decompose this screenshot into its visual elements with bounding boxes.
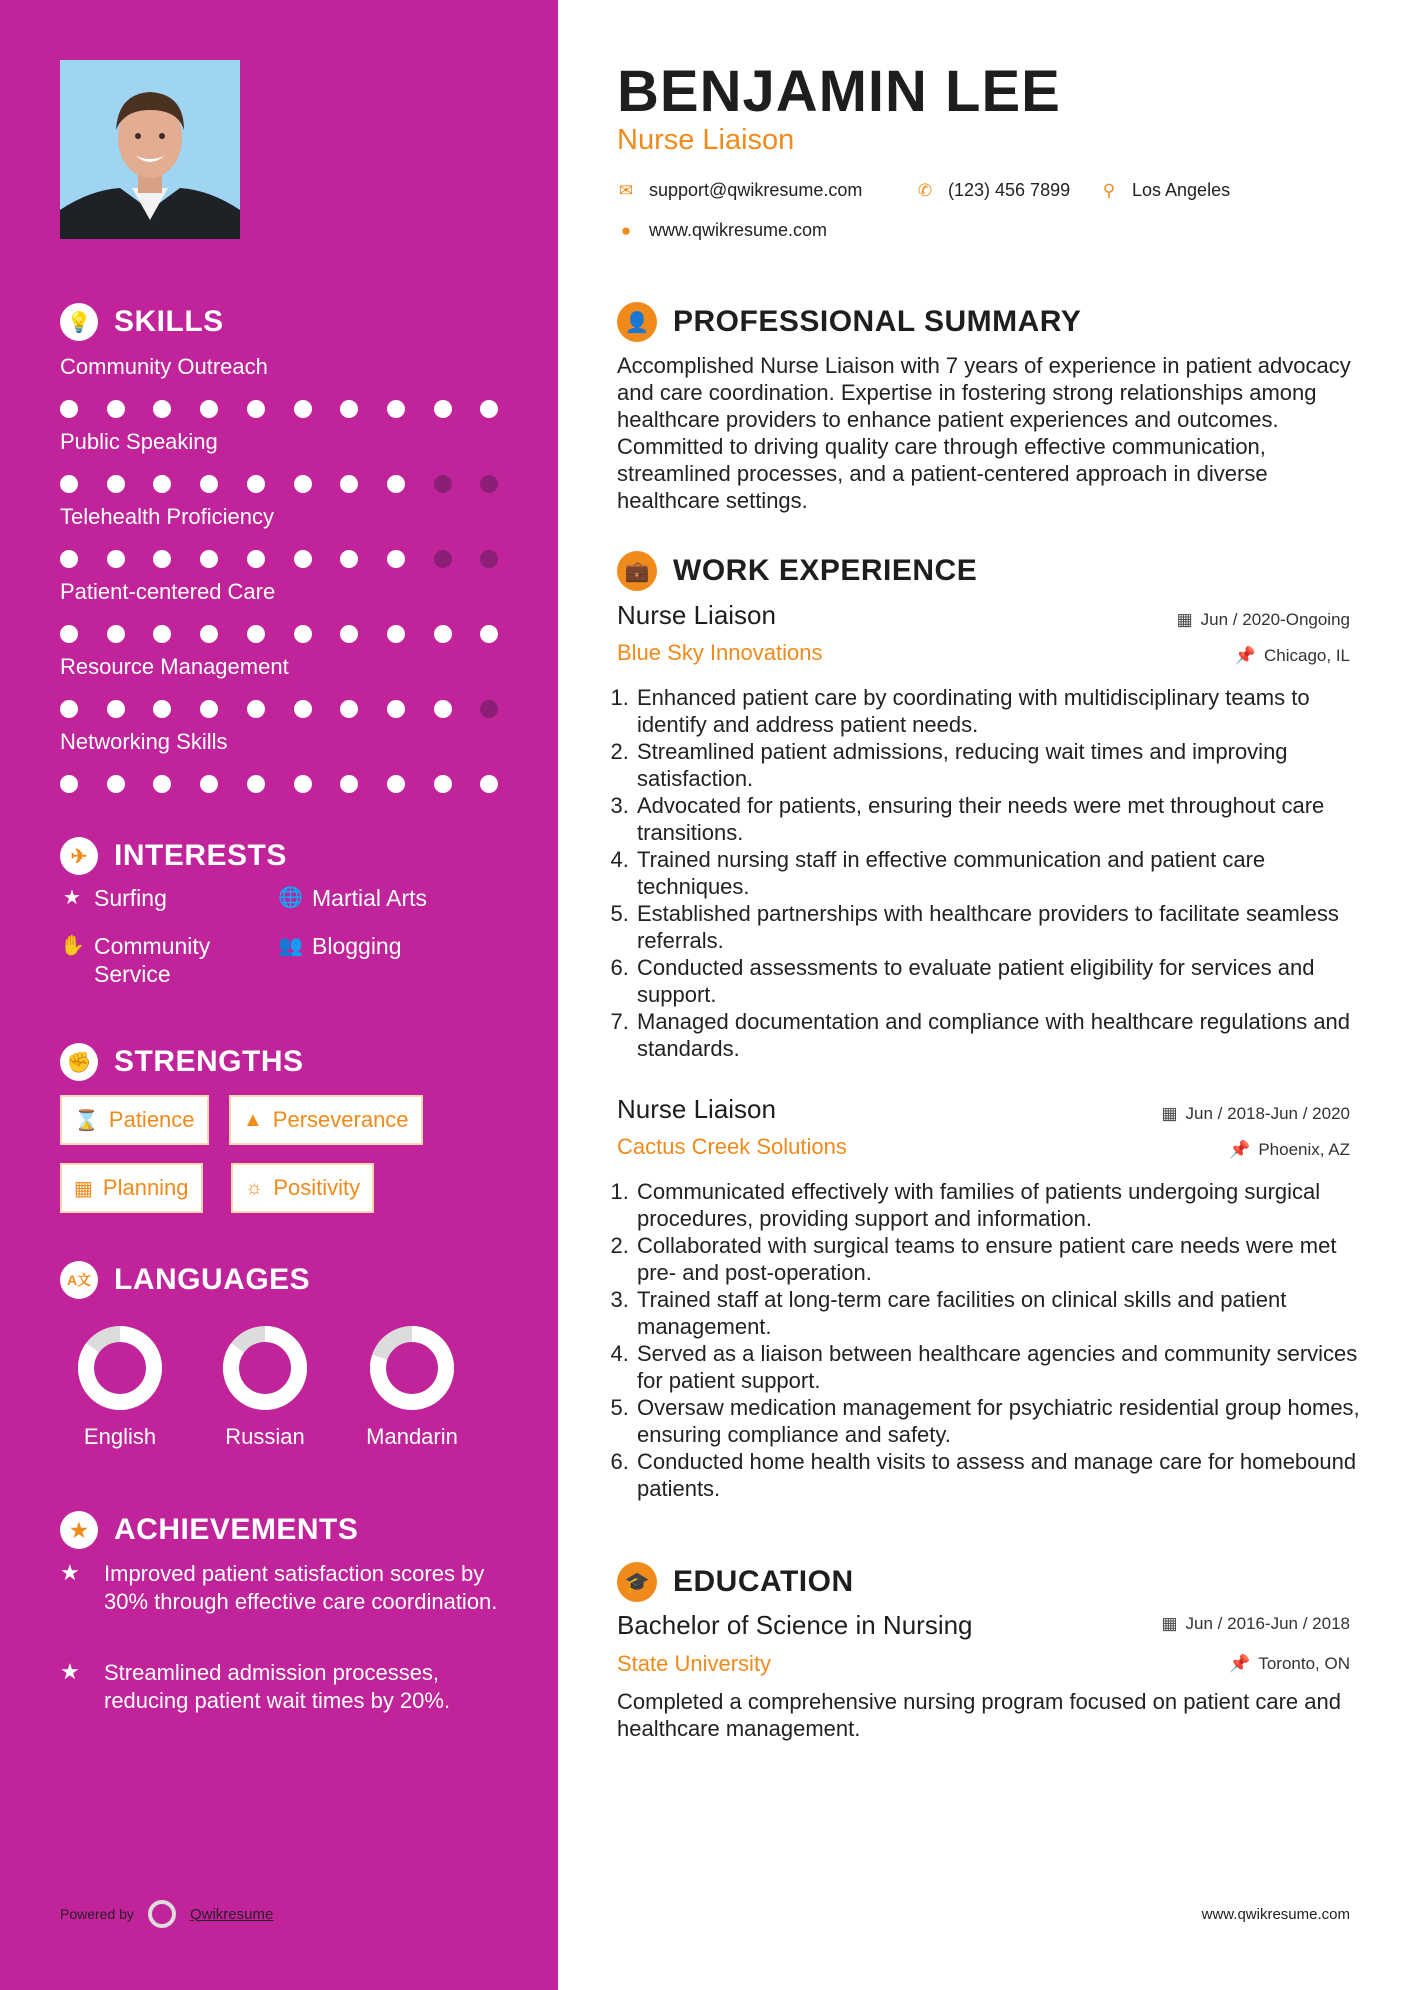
skill-dot	[434, 475, 452, 493]
achievement-item: ★ Improved patient satisfaction scores by 30% through effective care coordination.	[60, 1560, 498, 1614]
skill-dot	[60, 775, 78, 793]
education-location: 📌 Toronto, ON	[1229, 1654, 1350, 1673]
duty-item: 4. Trained nursing staff in effective communication and patient care techniques.	[635, 846, 1380, 900]
strength-chip: ▲ Perseverance	[229, 1095, 423, 1145]
achievement-item: ★ Streamlined admission processes, reducing patient wait times by 20%.	[60, 1659, 451, 1713]
skill-rating	[60, 475, 500, 495]
language-icon: A文	[60, 1261, 98, 1299]
summary-heading: 👤 PROFESSIONAL SUMMARY	[617, 300, 1081, 344]
skill-dot	[387, 625, 405, 643]
skill-dot	[153, 775, 171, 793]
strength-chip: ▦ Planning	[60, 1163, 203, 1213]
trophy-icon: ★	[60, 1511, 98, 1549]
languages-heading: A文 LANGUAGES	[60, 1258, 310, 1302]
skill-dot	[107, 625, 125, 643]
skill-dot	[247, 550, 265, 568]
users-icon: 👥	[278, 935, 303, 957]
duty-item: 2. Collaborated with surgical teams to ensure patient care needs were met pre- and post-operation.	[635, 1232, 1380, 1286]
skill-item	[60, 427, 500, 457]
skill-dot	[294, 400, 312, 418]
skill-dot	[294, 775, 312, 793]
interest-item: 👥 Blogging	[278, 933, 402, 959]
skill-dot	[480, 475, 498, 493]
skill-dot	[387, 400, 405, 418]
skill-rating	[60, 775, 500, 795]
skill-dot	[294, 700, 312, 718]
language-name: English	[83, 1424, 157, 1449]
duty-item: 3. Advocated for patients, ensuring their needs were met throughout care transitions.	[635, 792, 1380, 846]
skill-dot	[294, 475, 312, 493]
skill-item	[60, 727, 500, 757]
skill-dot	[247, 400, 265, 418]
skill-dot	[434, 700, 452, 718]
skill-dot	[387, 550, 405, 568]
skill-item	[60, 502, 500, 532]
duty-item: 1. Enhanced patient care by coordinating with multidisciplinary teams to identify and address patient needs.	[635, 684, 1380, 738]
interest-item: ★ Surfing	[60, 884, 260, 912]
skill-dot	[340, 700, 358, 718]
job-company: Cactus Creek Solutions	[617, 1134, 847, 1159]
skill-dot	[153, 700, 171, 718]
education-date: ▦ Jun / 2016-Jun / 2018	[1161, 1614, 1350, 1633]
summary-text: Accomplished Nurse Liaison with 7 years of experience in patient advocacy and care coordination. Expertise in fostering strong relationships among healthcare providers to enhance patient experiences and outcomes. Committed to driving quality care through effective communication, streamlined processes, and a patient-centered approach in diverse healthcare settings.	[617, 353, 1351, 513]
sun-icon: ☼	[245, 1176, 264, 1199]
job-company: Blue Sky Innovations	[617, 640, 823, 665]
skill-dot	[153, 400, 171, 418]
skill-dot	[107, 400, 125, 418]
calendar-icon: ▦	[74, 1177, 93, 1200]
education-heading: 🎓 EDUCATION	[617, 1560, 854, 1604]
duty-item: 2. Streamlined patient admissions, reducing wait times and improving satisfaction.	[635, 738, 1380, 792]
duty-item: 1. Communicated effectively with families of patients undergoing surgical procedures, providing support and information.	[635, 1178, 1380, 1232]
skill-dot	[387, 700, 405, 718]
skill-item	[60, 577, 500, 607]
skill-dot	[434, 775, 452, 793]
job-duties	[610, 1178, 1380, 1502]
skill-dot	[200, 550, 218, 568]
duty-item: 6. Conducted home health visits to assess and manage care for homebound patients.	[635, 1448, 1380, 1502]
fist-icon: ✊	[60, 1043, 98, 1081]
language-donut	[76, 1324, 164, 1412]
skill-dot	[294, 625, 312, 643]
skill-dot	[480, 550, 498, 568]
skill-dot	[60, 550, 78, 568]
interest-item: 🌐 Martial Arts	[278, 885, 428, 911]
language-item	[60, 1324, 180, 1450]
skill-dot	[340, 550, 358, 568]
skill-dot	[480, 400, 498, 418]
job-date: ▦ Jun / 2020-Ongoing	[1176, 610, 1350, 629]
job-title: Nurse Liaison	[617, 600, 776, 630]
envelope-icon: ✉	[618, 180, 634, 200]
qwikresume-logo-icon	[148, 1900, 176, 1928]
job-location: 📌 Chicago, IL	[1234, 646, 1350, 665]
language-item	[205, 1324, 325, 1450]
job-date: ▦ Jun / 2018-Jun / 2020	[1161, 1104, 1350, 1123]
skill-name: Telehealth Proficiency	[60, 504, 275, 529]
language-item	[352, 1324, 472, 1450]
globe-icon: 🌐	[278, 887, 303, 909]
skill-name: Networking Skills	[60, 729, 228, 754]
skill-dot	[153, 475, 171, 493]
skill-dot	[60, 475, 78, 493]
skill-dot	[340, 625, 358, 643]
calendar-icon: ▦	[1161, 1614, 1178, 1633]
skill-dot	[480, 700, 498, 718]
language-name: Mandarin	[366, 1424, 458, 1449]
contact-phone[interactable]: ✆ (123) 456 7899	[917, 180, 1071, 200]
contact-website[interactable]: ● www.qwikresume.com	[617, 220, 827, 241]
skill-dot	[247, 475, 265, 493]
skill-rating	[60, 400, 500, 420]
star-icon: ★	[63, 887, 81, 909]
language-donut	[368, 1324, 456, 1412]
star-icon: ★	[60, 1659, 80, 1684]
skill-dot	[60, 625, 78, 643]
skill-name: Resource Management	[60, 654, 289, 679]
powered-by: Powered by Qwikresume	[60, 1900, 273, 1928]
sidebar	[0, 0, 558, 1990]
skill-dot	[200, 775, 218, 793]
skill-dot	[340, 775, 358, 793]
strength-chip: ⌛ Patience	[60, 1095, 209, 1145]
interests-heading: ✈ INTERESTS	[60, 834, 287, 878]
duty-item: 5. Established partnerships with healthcare providers to facilitate seamless referrals.	[635, 900, 1380, 954]
hourglass-icon: ⌛	[74, 1109, 99, 1132]
pin-icon: 📌	[1234, 646, 1256, 665]
skill-dot	[153, 550, 171, 568]
experience-heading: 💼 WORK EXPERIENCE	[617, 549, 977, 593]
skill-dot	[247, 625, 265, 643]
skill-rating	[60, 625, 500, 645]
skill-dot	[200, 700, 218, 718]
star-icon: ★	[60, 1560, 80, 1585]
qwikresume-link[interactable]: Qwikresume	[189, 1905, 274, 1923]
strength-chip: ☼ Positivity	[231, 1163, 374, 1213]
duty-item: 5. Oversaw medication management for psychiatric residential group homes, ensuring compliance and safety.	[635, 1394, 1380, 1448]
skills-heading: 💡 SKILLS	[60, 300, 224, 344]
briefcase-icon: 💼	[617, 551, 657, 591]
footer-url[interactable]: www.qwikresume.com	[1201, 1906, 1350, 1923]
strengths-heading: ✊ STRENGTHS	[60, 1040, 304, 1084]
skill-dot	[107, 475, 125, 493]
skill-dot	[434, 625, 452, 643]
skill-dot	[247, 700, 265, 718]
skill-dot	[60, 400, 78, 418]
pin-icon: 📌	[1229, 1654, 1251, 1673]
achievements-heading: ★ ACHIEVEMENTS	[60, 1508, 358, 1552]
skill-dot	[200, 625, 218, 643]
duty-item: 3. Trained staff at long-term care facilities on clinical skills and patient management.	[635, 1286, 1380, 1340]
skill-dot	[480, 775, 498, 793]
job-location: 📌 Phoenix, AZ	[1229, 1140, 1350, 1159]
globe-icon: ●	[620, 220, 632, 240]
mountain-icon: ▲	[243, 1108, 263, 1131]
phone-icon: ✆	[917, 180, 933, 200]
skill-rating	[60, 550, 500, 570]
skill-dot	[434, 400, 452, 418]
skill-dot	[387, 475, 405, 493]
skill-dot	[387, 775, 405, 793]
skill-dot	[60, 700, 78, 718]
duty-item: 6. Conducted assessments to evaluate patient eligibility for services and support.	[635, 954, 1380, 1008]
skill-name: Public Speaking	[60, 429, 218, 454]
lightbulb-icon: 💡	[60, 303, 98, 341]
calendar-icon: ▦	[1161, 1104, 1178, 1123]
calendar-icon: ▦	[1176, 610, 1193, 629]
contact-email[interactable]: ✉ support@qwikresume.com	[618, 180, 863, 200]
skill-name: Community Outreach	[60, 354, 268, 379]
candidate-role: Nurse Liaison	[617, 124, 795, 156]
skill-dot	[153, 625, 171, 643]
skill-dot	[434, 550, 452, 568]
graduation-cap-icon: 🎓	[617, 1562, 657, 1602]
duty-item: 4. Served as a liaison between healthcare agencies and community services for patient support.	[635, 1340, 1380, 1394]
map-pin-icon: ⚲	[1102, 180, 1116, 200]
skill-dot	[340, 475, 358, 493]
skill-dot	[200, 400, 218, 418]
job-duties	[610, 684, 1380, 1062]
user-icon: 👤	[617, 302, 657, 342]
language-name: Russian	[225, 1424, 305, 1449]
skill-dot	[247, 775, 265, 793]
contact-location: ⚲ Los Angeles	[1100, 180, 1230, 201]
paper-plane-icon: ✈	[60, 837, 98, 875]
interest-item: ✋ Community Service	[60, 933, 211, 987]
degree-title: Bachelor of Science in Nursing	[617, 1610, 973, 1640]
language-donut	[221, 1324, 309, 1412]
skill-dot	[480, 625, 498, 643]
skill-dot	[340, 400, 358, 418]
skill-dot	[294, 550, 312, 568]
duty-item: 7. Managed documentation and compliance with healthcare regulations and standards.	[635, 1008, 1380, 1062]
skill-dot	[107, 700, 125, 718]
school-name: State University	[617, 1651, 772, 1676]
skill-dot	[107, 550, 125, 568]
skill-rating	[60, 700, 500, 720]
education-description: Completed a comprehensive nursing program focused on patient care and healthcare management.	[617, 1689, 1341, 1741]
job-title: Nurse Liaison	[617, 1094, 776, 1124]
skill-item	[60, 352, 500, 382]
profile-photo	[60, 60, 240, 239]
candidate-name: BENJAMIN LEE	[617, 59, 1061, 124]
skill-item	[60, 652, 500, 682]
skill-dot	[200, 475, 218, 493]
skill-name: Patient-centered Care	[60, 579, 276, 604]
skill-dot	[107, 775, 125, 793]
hand-icon: ✋	[60, 935, 85, 957]
pin-icon: 📌	[1229, 1140, 1251, 1159]
